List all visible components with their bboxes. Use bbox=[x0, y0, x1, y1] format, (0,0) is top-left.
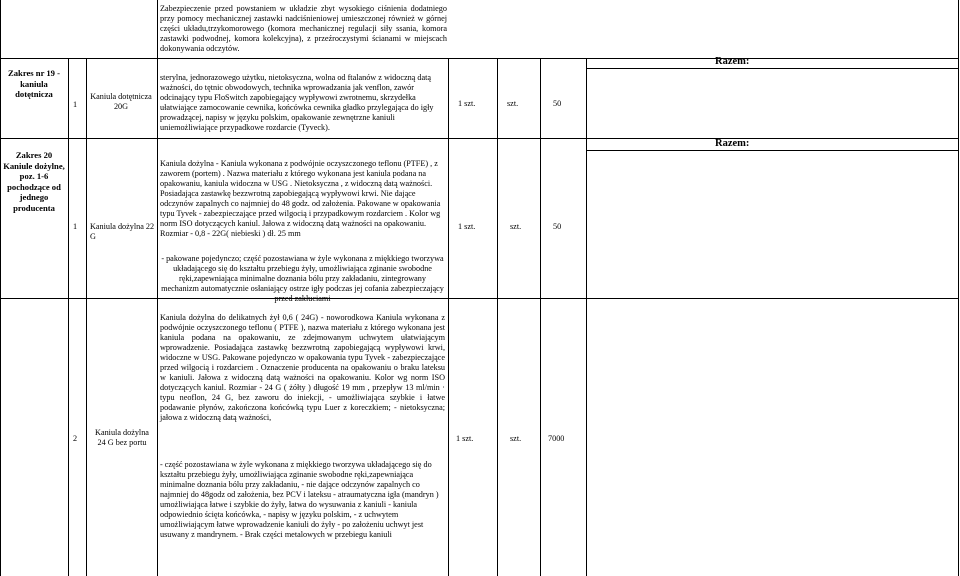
amount: 50 bbox=[553, 99, 562, 108]
razem-label: Razem: bbox=[715, 56, 750, 67]
grid-line bbox=[497, 58, 498, 576]
grid-line bbox=[0, 138, 959, 139]
razem-label: Razem: bbox=[715, 138, 750, 149]
grid-line bbox=[540, 58, 541, 576]
product-description: Kaniula dożylna do delikatnych żył 0,6 ( 24G) - noworodkowa Kaniula wykonana z podwójnie oczyszczonego teflonu ( PTFE ), nazwa materiału z którego wykonana jest kaniula podana na opakowaniu, ze zdejmowanym uchwytem ułatwiającym wprowadzenie. Posiadająca zastawkę bezzwrotną zapobiegającą wypływowi krwi, widoczne w USG. Pakowane pojedynczo w opakowania typu Tyvek - zabezpieczające przed wilgocią i rozdarciem . Oznaczenie producenta na opakowaniu o braku lateksu w kaniuli. Jałowa z widoczną datą ważności na opakowaniu. Kolor wg norm ISO dotyczących kaniul. Rozmiar - 24 G ( żółty ) długość 19 mm , przepływ 13 ml/min · typu neoflon, 24 G, bez zaworu do iniekcji, - umożliwiająca szybkie i łatwe podawanie płynów, zakończona końcówką typu Luer z koreczkiem; - nietoksyczna; jałowa z widoczną datą ważności, bbox=[160, 313, 445, 422]
grid-line bbox=[86, 58, 87, 576]
quantity: 1 szt. bbox=[456, 434, 474, 443]
unit: szt. bbox=[510, 434, 522, 443]
unit: szt. bbox=[507, 99, 519, 108]
grid-line bbox=[0, 298, 959, 299]
grid-line bbox=[0, 58, 959, 59]
intro-text: Zabezpieczenie przed powstaniem w układzie zbyt wysokiego ciśnienia dodatniego przy pomocy mechanicznej zastawki nadciśnieniowej umieszczonej również w górnej części układu,trzykomorowego (komora mechanicznej regulacji siły ssania, komora zastawki podwodnej, komora kolekcyjna), z przeźroczystymi ścianami w miejscach dokonywania odczytów. bbox=[160, 4, 447, 53]
section-heading: Zakres 20 Kaniule dożylne, poz. 1-6 pochodzące od jednego producenta bbox=[3, 150, 65, 213]
grid-line bbox=[586, 58, 587, 576]
grid-line bbox=[68, 58, 69, 576]
product-name: Kaniula dotętnicza 20G bbox=[90, 92, 152, 111]
grid-line bbox=[448, 58, 449, 576]
row-number: 1 bbox=[73, 100, 78, 109]
grid-line bbox=[586, 150, 959, 151]
row-number: 2 bbox=[73, 434, 78, 443]
quantity: 1 szt. bbox=[458, 99, 476, 108]
amount: 7000 bbox=[548, 434, 565, 443]
row-number: 1 bbox=[73, 222, 78, 231]
quantity: 1 szt. bbox=[458, 222, 476, 231]
grid-line bbox=[157, 0, 158, 576]
product-description: Kaniula dożylna - Kaniula wykonana z podwójnie oczyszczonego teflonu (PTFE) , z zaworem (portem) . Nazwa materiału z którego wykonana jest kaniula podana na opakowaniu, kaniula widoczna w USG . Nietoksyczna , z widoczną datą ważności. Posiadająca zastawkę bezzwrotną zapobiegającą wypływowi krwi. Nie dające odczynów zapalnych co najmniej do 48 godz. od założenia. Pakowane w opakowania typu Tyvek - zabezpieczające przed wilgocią i przypadkowym rozdarciem . Kolor wg norm ISO dotyczących kaniul. Jałowa z widoczną datą ważności na opakowaniu. Rozmiar - 0,8 - 22G( niebieski ) dł. 25 mm bbox=[160, 159, 441, 238]
unit: szt. bbox=[510, 222, 522, 231]
section-heading: Zakres nr 19 - kaniula dotętnicza bbox=[8, 68, 60, 99]
product-extra-description: - pakowane pojedynczo; część pozostawiana w żyle wykonana z miękkiego tworzywa układającego się do kształtu przebiegu żyły, umożliwiająca zginanie swobodne ręki,zapewniająca minimalne doznania bólu przy zakładaniu, zintegrowany mechanizm automatycznie osłaniający ostrze igły podczas jej cofania zabezpieczający przed zakłuciami bbox=[161, 254, 444, 303]
grid-line bbox=[958, 0, 959, 576]
grid-line bbox=[0, 0, 1, 576]
product-extra-description: - część pozostawiana w żyle wykonana z miękkiego tworzywa układającego się do kształtu przebiegu żyły, umożliwiająca zginanie swobodne ręki,zapewniająca minimalne doznania bólu przy zakładaniu, - nie dające odczynów zapalnych co najmniej do 48godz od założenia, bez PCV i lateksu - atraumatyczna igła (mandryn ) umożliwiająca łatwe i szybkie do żyły, łatwa do wysuwania z kaniuli - kaniula odpowiednio ścięta końcówka, - napisy w języku polskim, - z uchwytem umożliwiającym łatwe wprowadzenie kaniuli do żyły - po założeniu uchwyt jest usuwany z mandrynem. - Brak części metalowych w przebiegu kaniuli bbox=[160, 460, 439, 539]
product-name: Kaniula dożylna 24 G bez portu bbox=[95, 428, 149, 447]
amount: 50 bbox=[553, 222, 562, 231]
product-name: Kaniula dożylna 22 G bbox=[90, 222, 155, 241]
grid-line bbox=[586, 68, 959, 69]
product-description: sterylna, jednorazowego użytku, nietoksyczna, wolna od ftalanów z widoczną datą ważności, do tętnic obwodowych, technika wprowadzania jak venflon, zawór odcinający typu FloSwitch zapobiegający wypływowi zwrotnemu, skrzydełka ułatwiające zamocowanie cewnika, końcówka cewnika gładko przylegająca do igły prowadzącej, napisy w języku polskim, opakowanie zewnętrzne kaniuli uniemożliwiające przypadkowe rozdarcie (Tyveck). bbox=[160, 73, 434, 132]
